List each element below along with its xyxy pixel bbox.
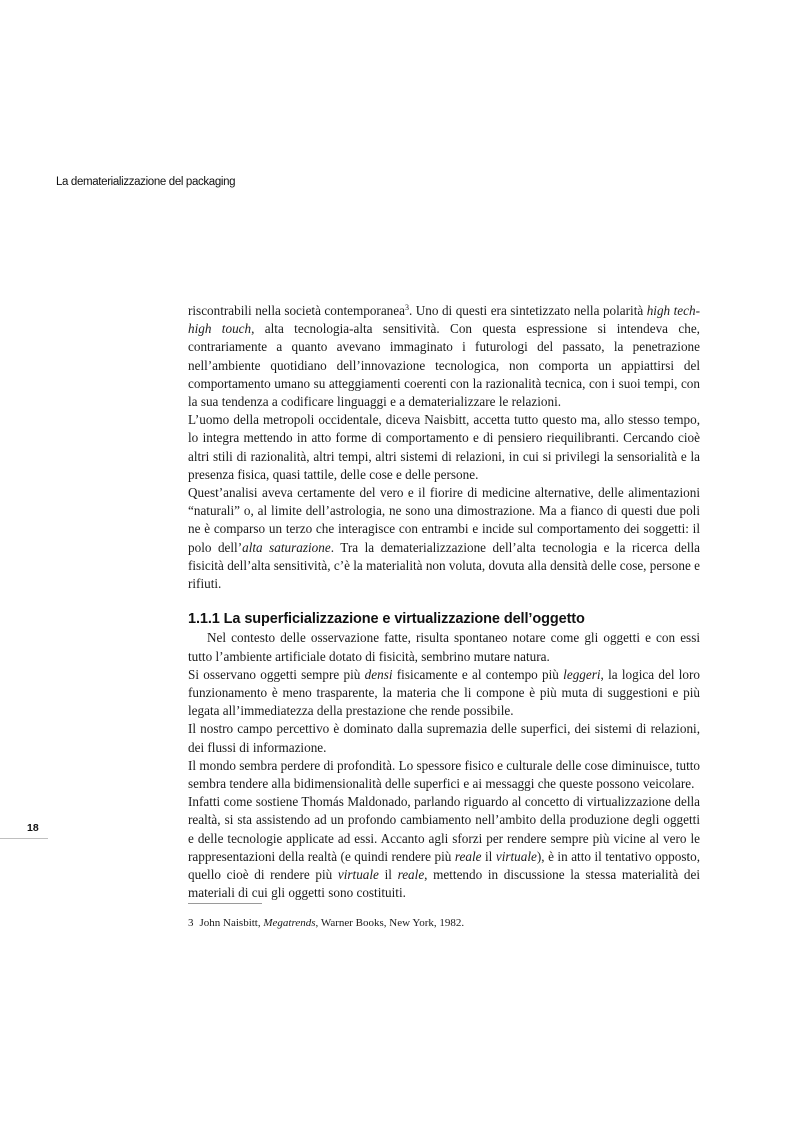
footnote-mark: 3 <box>188 917 194 929</box>
emphasis: reale <box>397 867 425 883</box>
emphasis: alta saturazione <box>242 539 331 555</box>
footnote-text: John Naisbitt, Megatrends, Warner Books, New York, 1982. <box>199 917 465 929</box>
emphasis: virtuale <box>337 867 379 883</box>
emphasis: leggeri <box>563 666 601 682</box>
emphasis: virtuale <box>495 848 537 864</box>
paragraph: riscontrabili nella società contemporanea$^3$. Uno di questi era sintetizzato nella polarità high tech-high touch, alta tecnologia-alta sensitività. Con questa espressione si intendeva che, contrariamente a quanto avevano immaginato i futurologi del passato, la penetrazione nell’ambiente quotidiano dell’innovazione tecnologica, non comporta un appiattirsi del comportamento umano su atteggiamenti coerenti con la razionalità tecnica, con i suoi tempi, con la sua tendenza a codificare linguaggi e a dematerializzare le relazioni. <box>188 303 700 410</box>
emphasis: reale <box>454 848 482 864</box>
page-number: 18 <box>27 822 39 834</box>
paragraph: Si osservano oggetti sempre più densi fisicamente e al contempo più leggeri, la logica del loro funzionamento è meno trasparente, la materia che li compone è più muta di suggestioni e più legata all’immediatezza della prestazione che rende possibile. <box>188 666 701 719</box>
footnote <box>188 916 464 930</box>
paragraph: Nel contesto delle osservazione fatte, risulta spontaneo notare come gli oggetti e con essi tutto l’ambiente artificiale dotato di fisicità, sembrino mutare natura. <box>188 630 700 664</box>
intro-paragraphs <box>188 302 700 593</box>
emphasis: densi <box>364 666 393 682</box>
paragraph: Infatti come sostiene Thomás Maldonado, parlando riguardo al concetto di virtualizzazione della realtà, si sta assistendo ad un profondo cambiamento nell’ambito della produzione degli oggetti e delle tecnologie applicate ad essi. Accanto agli sforzi per rendere sempre più vicine al vero le rappresentazioni della realtà (e quindi rendere più reale il virtuale), è in atto il tentativo opposto, quello cioè di rendere più virtuale il reale, mettendo in discussione la stessa materialità dei materiali di cui gli oggetti sono costituiti. <box>188 794 701 901</box>
footnote-ref: 3 <box>404 303 409 312</box>
footnote-separator <box>188 903 262 904</box>
paragraph: Il mondo sembra perdere di profondità. Lo spessore fisico e culturale delle cose diminuisce, tutto sembra tendere alla bidimensionalità delle superfici e ai messaggi che queste possono veicolare. <box>188 757 700 792</box>
body-text <box>188 302 700 903</box>
paragraph: Il nostro campo percettivo è dominato dalla supremazia delle superfici, dei sistemi di relazioni, dei flussi di informazione. <box>188 721 700 755</box>
paragraph: L’uomo della metropoli occidentale, diceva Naisbitt, accetta tutto questo ma, allo stesso tempo, lo integra mettendo in atto forme di comportamento e di pensiero riequilibranti. Cercando cioè altri stili di razionalità, altri tempi, altri sistemi di relazioni, in cui si privilegi la sensorialità e la presenza fisica, quasi tattile, delle cose e delle persone. <box>188 412 700 482</box>
section-paragraphs <box>188 629 700 902</box>
running-head: La dematerializzazione del packaging <box>56 176 236 188</box>
paragraph: Quest’analisi aveva certamente del vero e il fiorire di medicine alternative, delle alimentazioni “naturali” o, al limite dell’astrologia, ne sono una dimostrazione. Ma a fianco di questi due poli ne è comparso un terzo che interagisce con entrambi e incide sul comportamento dei soggetti: il polo dell’alta saturazione. Tra la dematerializzazione dell’alta tecnologia e la ricerca della fisicità dell’alta sensitività, c’è la materialità non voluta, dovuta alla densità delle cose, persone e rifiuti. <box>188 485 701 592</box>
section-heading: 1.1.1 La superficializzazione e virtualizzazione dell’oggetto <box>188 611 585 628</box>
margin-rule <box>0 838 48 839</box>
emphasis: high tech-high touch <box>188 303 700 337</box>
emphasis: Megatrends <box>263 917 316 929</box>
